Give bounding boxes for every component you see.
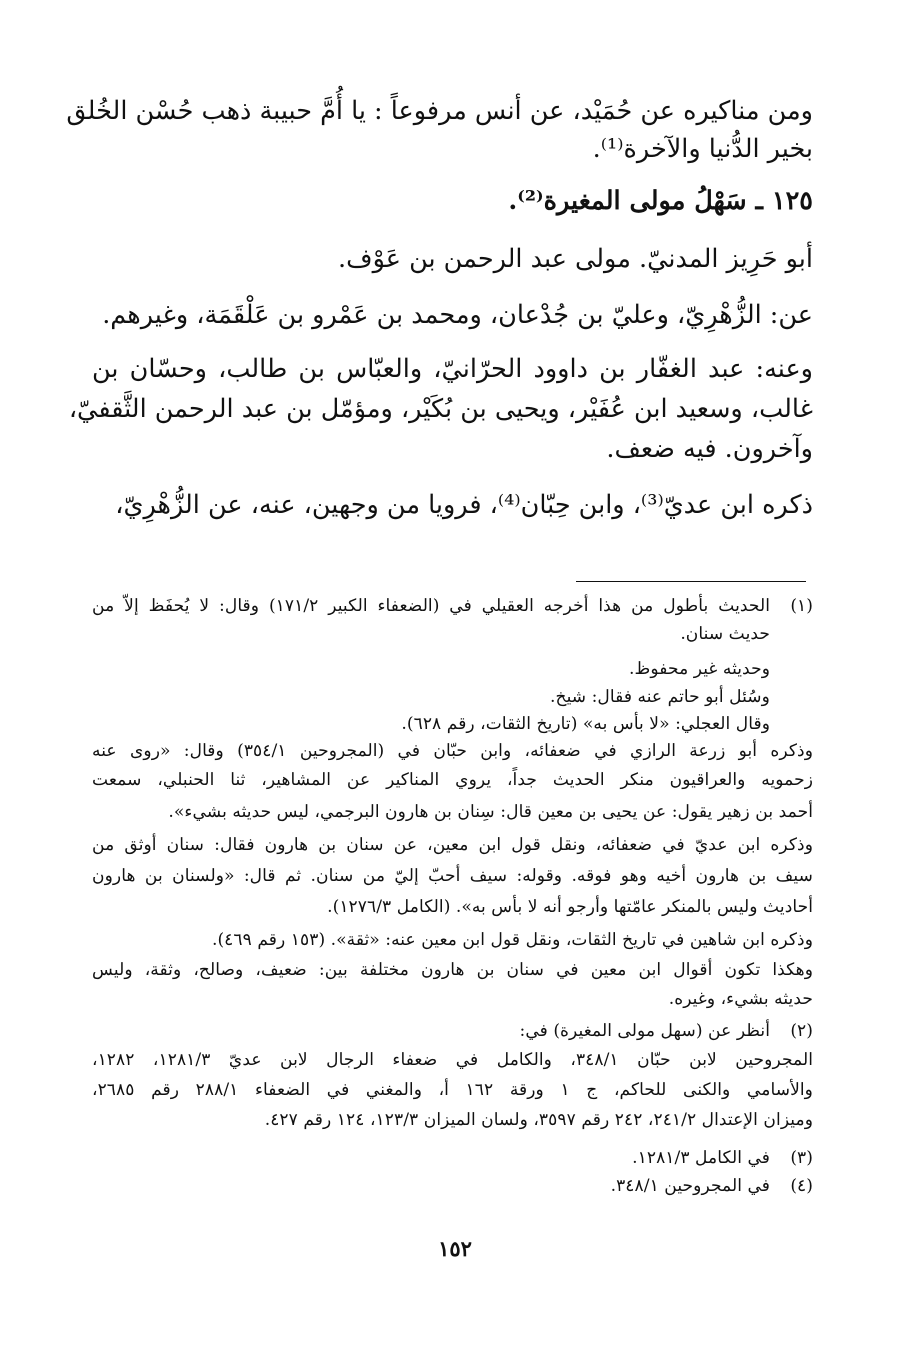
main-text-line: غالب، وسعيد ابن عُفَيْر، ويحيى بن بُكَيْر، ومؤمّل بن عبد الرحمن الثَّقفيّ، bbox=[68, 394, 813, 424]
footnote-line: سيف بن هارون أخيه وهو فوقه. وقوله: سيف أحبّ إليّ من سنان. ثم قال: «ولسنان بن هارون bbox=[92, 866, 813, 886]
footnote-line: وذكره ابن شاهين في تاريخ الثقات، ونقل قول ابن معين عنه: «ثقة». (١٥٣ رقم ٤٦٩). bbox=[212, 930, 813, 950]
footnote-line: وسُئل أبو حاتم عنه فقال: شيخ. bbox=[550, 687, 770, 707]
footnote-line: أحاديث وليس بالمنكر عامّتها وأرجو أنه لا بأس به». (الكامل ١٢٧٦/٣). bbox=[327, 897, 813, 917]
footnote-line: أنظر عن (سهل مولى المغيرة) في: bbox=[519, 1021, 770, 1041]
footnote-line: الحديث بأطول من هذا أخرجه العقيلي في (الضعفاء الكبير ١٧١/٢) وقال: لا يُحفَظ إلاّ من bbox=[92, 596, 770, 616]
main-text-line: وآخرون. فيه ضعف. bbox=[606, 434, 813, 464]
footnote-number: (١) bbox=[790, 596, 813, 616]
page-number: ١٥٢ bbox=[438, 1236, 472, 1261]
entry-heading: ١٢٥ ـ سَهْلُ مولى المغيرة⁽²⁾. bbox=[508, 186, 813, 216]
footnote-line: أحمد بن زهير يقول: عن يحيى بن معين قال: سِنان بن هارون البرجمي، ليس حديثه بشيء». bbox=[168, 802, 813, 822]
footnote-number: (٤) bbox=[790, 1176, 813, 1196]
main-text-line: وعنه: عبد الغفّار بن داوود الحرّانيّ، والعبّاس بن طالب، وحسّان بن bbox=[92, 354, 813, 384]
footnote-line: وحديثه غير محفوظ. bbox=[629, 659, 770, 679]
footnote-line: زحمويه والعراقيون منكر الحديث جداً، يروي المناكير عن المشاهير، ثنا الحنبلي، سمعت bbox=[92, 770, 813, 790]
footnote-line: حديث سنان. bbox=[680, 624, 770, 644]
main-text-line: ذكره ابن عديّ⁽³⁾، وابن حِبّان⁽⁴⁾، فرويا من وجهين، عنه، عن الزُّهْرِيّ، bbox=[115, 490, 813, 520]
footnote-line: حديثه بشيء، وغيره. bbox=[668, 989, 813, 1009]
footnote-line: في الكامل ١٢٨١/٣. bbox=[632, 1148, 770, 1168]
main-text-line: عن: الزُّهْرِيّ، وعليّ بن جُدْعان، ومحمد بن عَمْرو بن عَلْقَمَة، وغيرهم. bbox=[102, 300, 813, 330]
footnote-line: وهكذا تكون أقوال ابن معين في سنان بن هارون مختلفة بين: ضعيف، وصالح، وثقة، وليس bbox=[92, 960, 813, 980]
footnote-number: (٣) bbox=[790, 1148, 813, 1168]
main-text-line: ومن مناكيره عن حُمَيْد، عن أنس مرفوعاً : يا أُمَّ حبيبة ذهب حُسْن الخُلق bbox=[66, 96, 813, 126]
footnote-separator bbox=[576, 581, 806, 582]
main-text-line: بخير الدُّنيا والآخرة⁽¹⁾. bbox=[592, 134, 813, 164]
footnote-line: وذكره ابن عديّ في ضعفائه، ونقل قول ابن معين، عن سنان بن هارون فقال: سنان أوثق من bbox=[92, 835, 813, 855]
footnote-number: (٢) bbox=[790, 1021, 813, 1041]
footnote-line: في المجروحين ٣٤٨/١. bbox=[610, 1176, 770, 1196]
footnote-line: وذكره أبو زرعة الرازي في ضعفائه، وابن حبّان في (المجروحين ٣٥٤/١) وقال: «روى عنه bbox=[92, 741, 813, 761]
footnote-line: وميزان الإعتدال ٢٤١/٢، ٢٤٢ رقم ٣٥٩٧، ولسان الميزان ١٢٣/٣، ١٢٤ رقم ٤٢٧. bbox=[264, 1110, 813, 1130]
footnote-line: المجروحين لابن حبّان ٣٤٨/١، والكامل في ضعفاء الرجال لابن عديّ ١٢٨١/٣، ١٢٨٢، bbox=[92, 1050, 814, 1070]
main-text-line: أبو حَرِيز المدنيّ. مولى عبد الرحمن بن عَوْف. bbox=[338, 244, 813, 274]
footnote-line: والأسامي والكنى للحاكم، ج ١ ورقة ١٦٢ أ، والمغني في الضعفاء ٢٨٨/١ رقم ٢٦٨٥، bbox=[92, 1080, 813, 1100]
footnote-line: وقال العجلي: «لا بأس به» (تاريخ الثقات، رقم ٦٢٨). bbox=[401, 714, 770, 734]
